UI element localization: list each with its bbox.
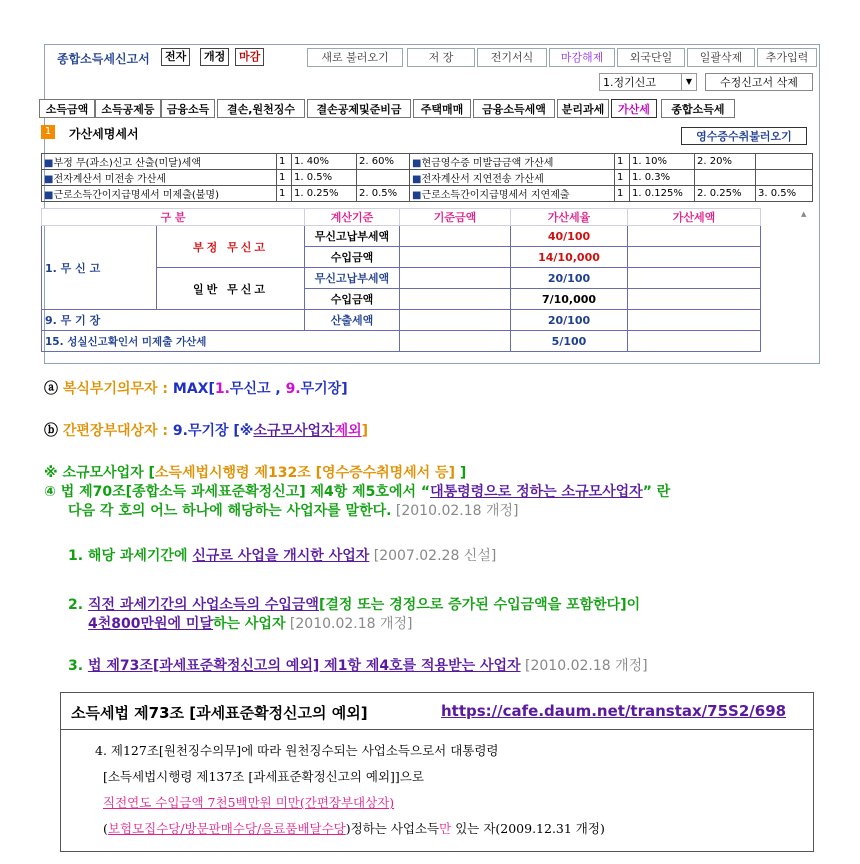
left-rate-option-1-text: 1. 0.5% [294,172,333,183]
left-rate-selector-text: 1 [279,188,286,199]
marker-a: ⓐ [44,381,58,397]
left-rate-option-2[interactable] [357,186,410,202]
right-rate-option-1-text: 1. 0.3% [632,172,671,183]
left-rate-option-1-text: 1. 40% [294,156,329,167]
basis-cell: 산출세액 [305,310,400,331]
right-rate-label-text: 현금영수증 미발급금액 가산세 [421,158,554,169]
delete-all-button[interactable]: 일괄삭제 [687,48,755,67]
table-row [42,331,761,352]
basis-cell: 무신고납부세액 [305,268,400,289]
left-rate-selector[interactable] [277,170,292,186]
item2-date: [2010.02.18 개정] [285,616,413,632]
item2-number: 2. [68,597,88,613]
scroll-up-icon[interactable]: ▲ [801,210,807,218]
penalty-table [41,208,761,352]
basis-cell: 무신고납부세액 [305,226,400,247]
rate-cell: 20/100 [511,268,628,289]
tab-financial-income[interactable]: 금융소득 [161,99,215,118]
note-double-entry [44,378,348,398]
tab-financial-tax[interactable]: 금융소득세액 [473,99,555,118]
penalty-amount-cell[interactable] [628,289,761,310]
presidential-decree-link[interactable]: 대통령령으로 정하는 소규모사업자 [430,484,643,500]
row-sincerity-report: 15. 성실신고확인서 미제출 가산세 [42,331,400,352]
header-basis: 계산기준 [305,209,400,226]
base-amount-input[interactable] [400,247,511,268]
right-rate-option-1[interactable] [630,170,695,186]
rate-cell: 7/10,000 [511,289,628,310]
foreign-single-button[interactable]: 외국단일 [617,48,685,67]
left-rate-option-2[interactable] [357,170,410,186]
left-rate-selector-text: 1 [279,172,286,183]
rate-cell: 5/100 [511,331,628,352]
right-rate-label [410,170,615,186]
right-rate-selector[interactable] [615,186,630,202]
tab-income[interactable]: 소득금액 [39,99,95,118]
table-row [42,226,761,247]
sub-fraudulent-label: 부정 무신고 [193,240,268,254]
tax-form-window [44,44,820,364]
no-filing-number: 1. [214,381,230,397]
header-rate: 가산세율 [511,209,628,226]
header-penalty-amount: 가산세액 [628,209,761,226]
right-rate-option-3[interactable] [756,186,813,202]
base-amount-input[interactable] [400,268,511,289]
rate-row [42,154,813,170]
left-rate-selector-text: 1 [279,156,286,167]
sub-general-no-filing: 일반 무신고 [157,268,305,310]
right-rate-option-2[interactable] [695,154,756,170]
right-rate-selector[interactable] [615,170,630,186]
item1-date: [2007.02.28 신설] [369,548,497,564]
rate-cell: 20/100 [511,310,628,331]
left-rate-option-1-text: 1. 0.25% [294,188,339,199]
right-rate-option-3[interactable] [756,154,813,170]
filing-type-value: 1.정기신고 [603,76,656,89]
no-bookkeeping-text: 무기장] [300,381,348,397]
right-rate-selector-text: 1 [617,188,624,199]
penalty-amount-cell[interactable] [628,268,761,289]
penalty-amount-cell[interactable] [628,310,761,331]
rate-cell: 14/10,000 [511,247,628,268]
item3-number: 3. [68,658,88,674]
item1-text: 1. 해당 과세기간에 [68,548,193,564]
excluded-text: 제외 [334,423,362,439]
app-title: 종합소득세신고서 [57,52,150,66]
box-line-4 [103,819,605,837]
tab-deductions[interactable]: 소득공제등 [95,99,161,118]
box-line-3: 직전연도 수입금액 7천5백만원 미만(간편장부대상자) [103,795,395,810]
header-category: 구 분 [42,209,305,226]
left-rate-option-2-text: 2. 0.5% [359,188,398,199]
left-rate-option-1[interactable] [292,154,357,170]
rate-row [42,170,813,186]
sub-fraudulent-no-filing [157,226,305,268]
article73-url-link[interactable]: https://cafe.daum.net/transtax/75S2/698 [441,702,787,720]
left-rate-option-1[interactable] [292,170,357,186]
tab-separate-tax[interactable]: 분리과세 [557,99,609,118]
bullet-square-icon: ■ [44,158,54,169]
prior-revenue-link[interactable]: 직전 과세기간의 사업소득의 수입금액 [87,597,319,613]
tag-closed[interactable]: 마감 [235,48,264,66]
delete-amended-button[interactable]: 수정신고서 삭제 [705,73,813,91]
left-rate-option-2-text: 2. 60% [359,156,394,167]
item-3 [68,655,648,675]
tab-loss-deduction[interactable]: 결손공제및준비금 [307,99,411,118]
simple-book-value: 9.무기장 [※ [172,423,254,439]
top-toolbar [45,45,819,69]
save-button[interactable]: 저 장 [407,48,475,67]
left-rate-label-text: 전자계산서 미전송 가산세 [53,174,167,185]
marker-b: ⓑ [44,423,58,439]
tab-housing[interactable]: 주택매매 [413,99,471,118]
right-rate-label-text: 근로소득간이지급명세서 지연제출 [421,190,570,201]
bullet-square-icon: ■ [412,158,422,169]
table-row [42,310,761,331]
group-no-filing: 1. 무 신 고 [42,226,157,310]
bullet-square-icon: ■ [44,190,54,201]
article73-box [60,692,814,852]
max-text: MAX[ [172,381,215,397]
bullet-square-icon: ■ [412,190,422,201]
item-2-cont [88,613,413,633]
close-bracket: ] [454,465,467,481]
right-rate-option-1[interactable] [630,154,695,170]
row-no-bookkeeping: 9. 무 기 장 [42,310,305,331]
tag-revised[interactable]: 개정 [200,48,229,66]
tab-loss-withholding[interactable]: 결손,원천징수 [217,99,305,118]
section-title: 가산세명세서 [69,127,139,141]
base-amount-input[interactable] [400,226,511,247]
section-number-badge: 1 [41,125,55,139]
article73-box-header [61,693,813,730]
item2-text: [결정 또는 경정으로 증가된 수입금액을 포함한다]이 [318,597,641,613]
tab-global-income-tax[interactable]: 종합소득세 [661,99,735,118]
right-rate-option-2[interactable] [695,186,756,202]
left-rate-label [42,186,277,202]
bullet-square-icon: ■ [44,174,54,185]
base-amount-input[interactable] [400,289,511,310]
header-base-amount: 기준금액 [400,209,511,226]
note-definition [68,500,518,520]
left-rate-label-text: 부정 무(과소)신고 산출(미달)세액 [53,158,201,169]
double-entry-label: 복식부기의무자 : [62,381,173,397]
right-rate-option-1-text: 1. 10% [632,156,667,167]
right-rate-selector[interactable] [615,154,630,170]
base-amount-input[interactable] [400,331,511,352]
unlock-button[interactable]: 마감해제 [549,48,615,67]
right-rate-label [410,154,615,170]
item2-end: 하는 사업자 [212,616,286,632]
threshold-link[interactable]: 4천800만원에 미달 [88,616,213,632]
no-filing-text: 무신고 , [229,381,286,397]
prior-form-button[interactable]: 전기서식 [477,48,547,67]
tab-penalty-tax[interactable]: 가산세 [611,99,657,118]
article70-end: ” 란 [642,484,671,500]
clause-number: ④ [44,484,61,500]
article70-text: 법 제70조[종합소득 과세표준확정신고] 제4항 제5호에서 “ [60,484,431,500]
simple-book-label: 간편장부대상자 : [62,423,173,439]
article73-link[interactable]: 법 제73조[과세표준확정신고의 예외] 제1항 제4호를 적용받는 사업자 [87,658,521,674]
box-line-2: [소득세법시행령 제137조 [과세표준확정신고의 예외]]으로 [103,769,424,784]
right-rate-option-1-text: 1. 0.125% [632,188,683,199]
left-rate-option-1[interactable] [292,186,357,202]
only-text: 만 [439,821,452,836]
box-line-4-text: )정하는 사업소득 [345,821,440,836]
tag-electronic[interactable]: 전자 [161,48,190,66]
new-business-link[interactable]: 신규로 사업을 개시한 사업자 [192,548,370,564]
basis-cell: 수입금액 [305,247,400,268]
box-line-1: 4. 제127조[원천징수의무]에 따라 원천징수되는 사업소득으로서 대통령령 [95,743,499,758]
right-rate-option-2-text: 2. 0.25% [697,188,742,199]
definition-text: 다음 각 호의 어느 하나에 해당하는 사업자를 말한다. [68,503,392,519]
revision-date: [2010.02.18 개정] [391,503,519,519]
note-article70 [44,481,670,501]
allowance-types: 보험모집수당/방문판매수당/음료품배달수당 [107,821,346,836]
penalty-amount-cell[interactable] [628,226,761,247]
item-2 [68,594,640,614]
basis-cell: 수입금액 [305,289,400,310]
right-rate-option-1[interactable] [630,186,695,202]
right-rate-option-3[interactable] [756,170,813,186]
left-rate-label-text: 근로소득간이지급명세서 미제출(불명) [53,190,219,201]
box-line-4-end: 있는 자(2009.12.31 개정) [451,821,605,836]
right-rate-label-text: 전자계산서 지연전송 가산세 [421,174,544,185]
rate-cell: 40/100 [511,226,628,247]
right-rate-selector-text: 1 [617,156,624,167]
base-amount-input[interactable] [400,310,511,331]
add-input-button[interactable]: 추가입력 [757,48,817,67]
right-rate-label [410,186,615,202]
small-business-heading: ※ 소규모사업자 [ [44,465,155,481]
left-rate-selector[interactable] [277,186,292,202]
article73-title: 소득세법 제73조 [과세표준확정신고의 예외] [71,704,368,722]
chevron-down-icon[interactable]: ▼ [681,74,696,90]
note-simple-book [44,420,368,440]
no-bookkeeping-number: 9. [285,381,301,397]
left-rate-selector[interactable] [277,154,292,170]
reload-button[interactable]: 새로 불러오기 [307,48,403,67]
decree-reference: 소득세법시행령 제132조 [영수증수취명세서 등] [154,465,455,481]
right-rate-selector-text: 1 [617,172,624,183]
left-rate-label [42,170,277,186]
left-rate-label [42,154,277,170]
rate-options-table [41,153,813,202]
right-rate-option-2-text: 2. 20% [697,156,732,167]
table-header-row [42,209,761,226]
penalty-amount-cell[interactable] [628,247,761,268]
bullet-square-icon: ■ [412,174,422,185]
note-small-business [44,462,466,482]
left-rate-option-2[interactable] [357,154,410,170]
item-1 [68,545,496,565]
filing-type-select[interactable] [599,73,697,91]
right-rate-option-2[interactable] [695,170,756,186]
close-bracket: ] [361,423,369,439]
paren-open: ( [103,821,108,836]
right-rate-option-3-text: 3. 0.5% [758,188,797,199]
item3-date: [2010.02.18 개정] [520,658,648,674]
load-receipts-button[interactable]: 영수증수취불러오기 [681,127,807,145]
small-business-link[interactable]: 소규모사업자 [253,423,335,439]
penalty-amount-cell[interactable] [628,331,761,352]
rate-row [42,186,813,202]
